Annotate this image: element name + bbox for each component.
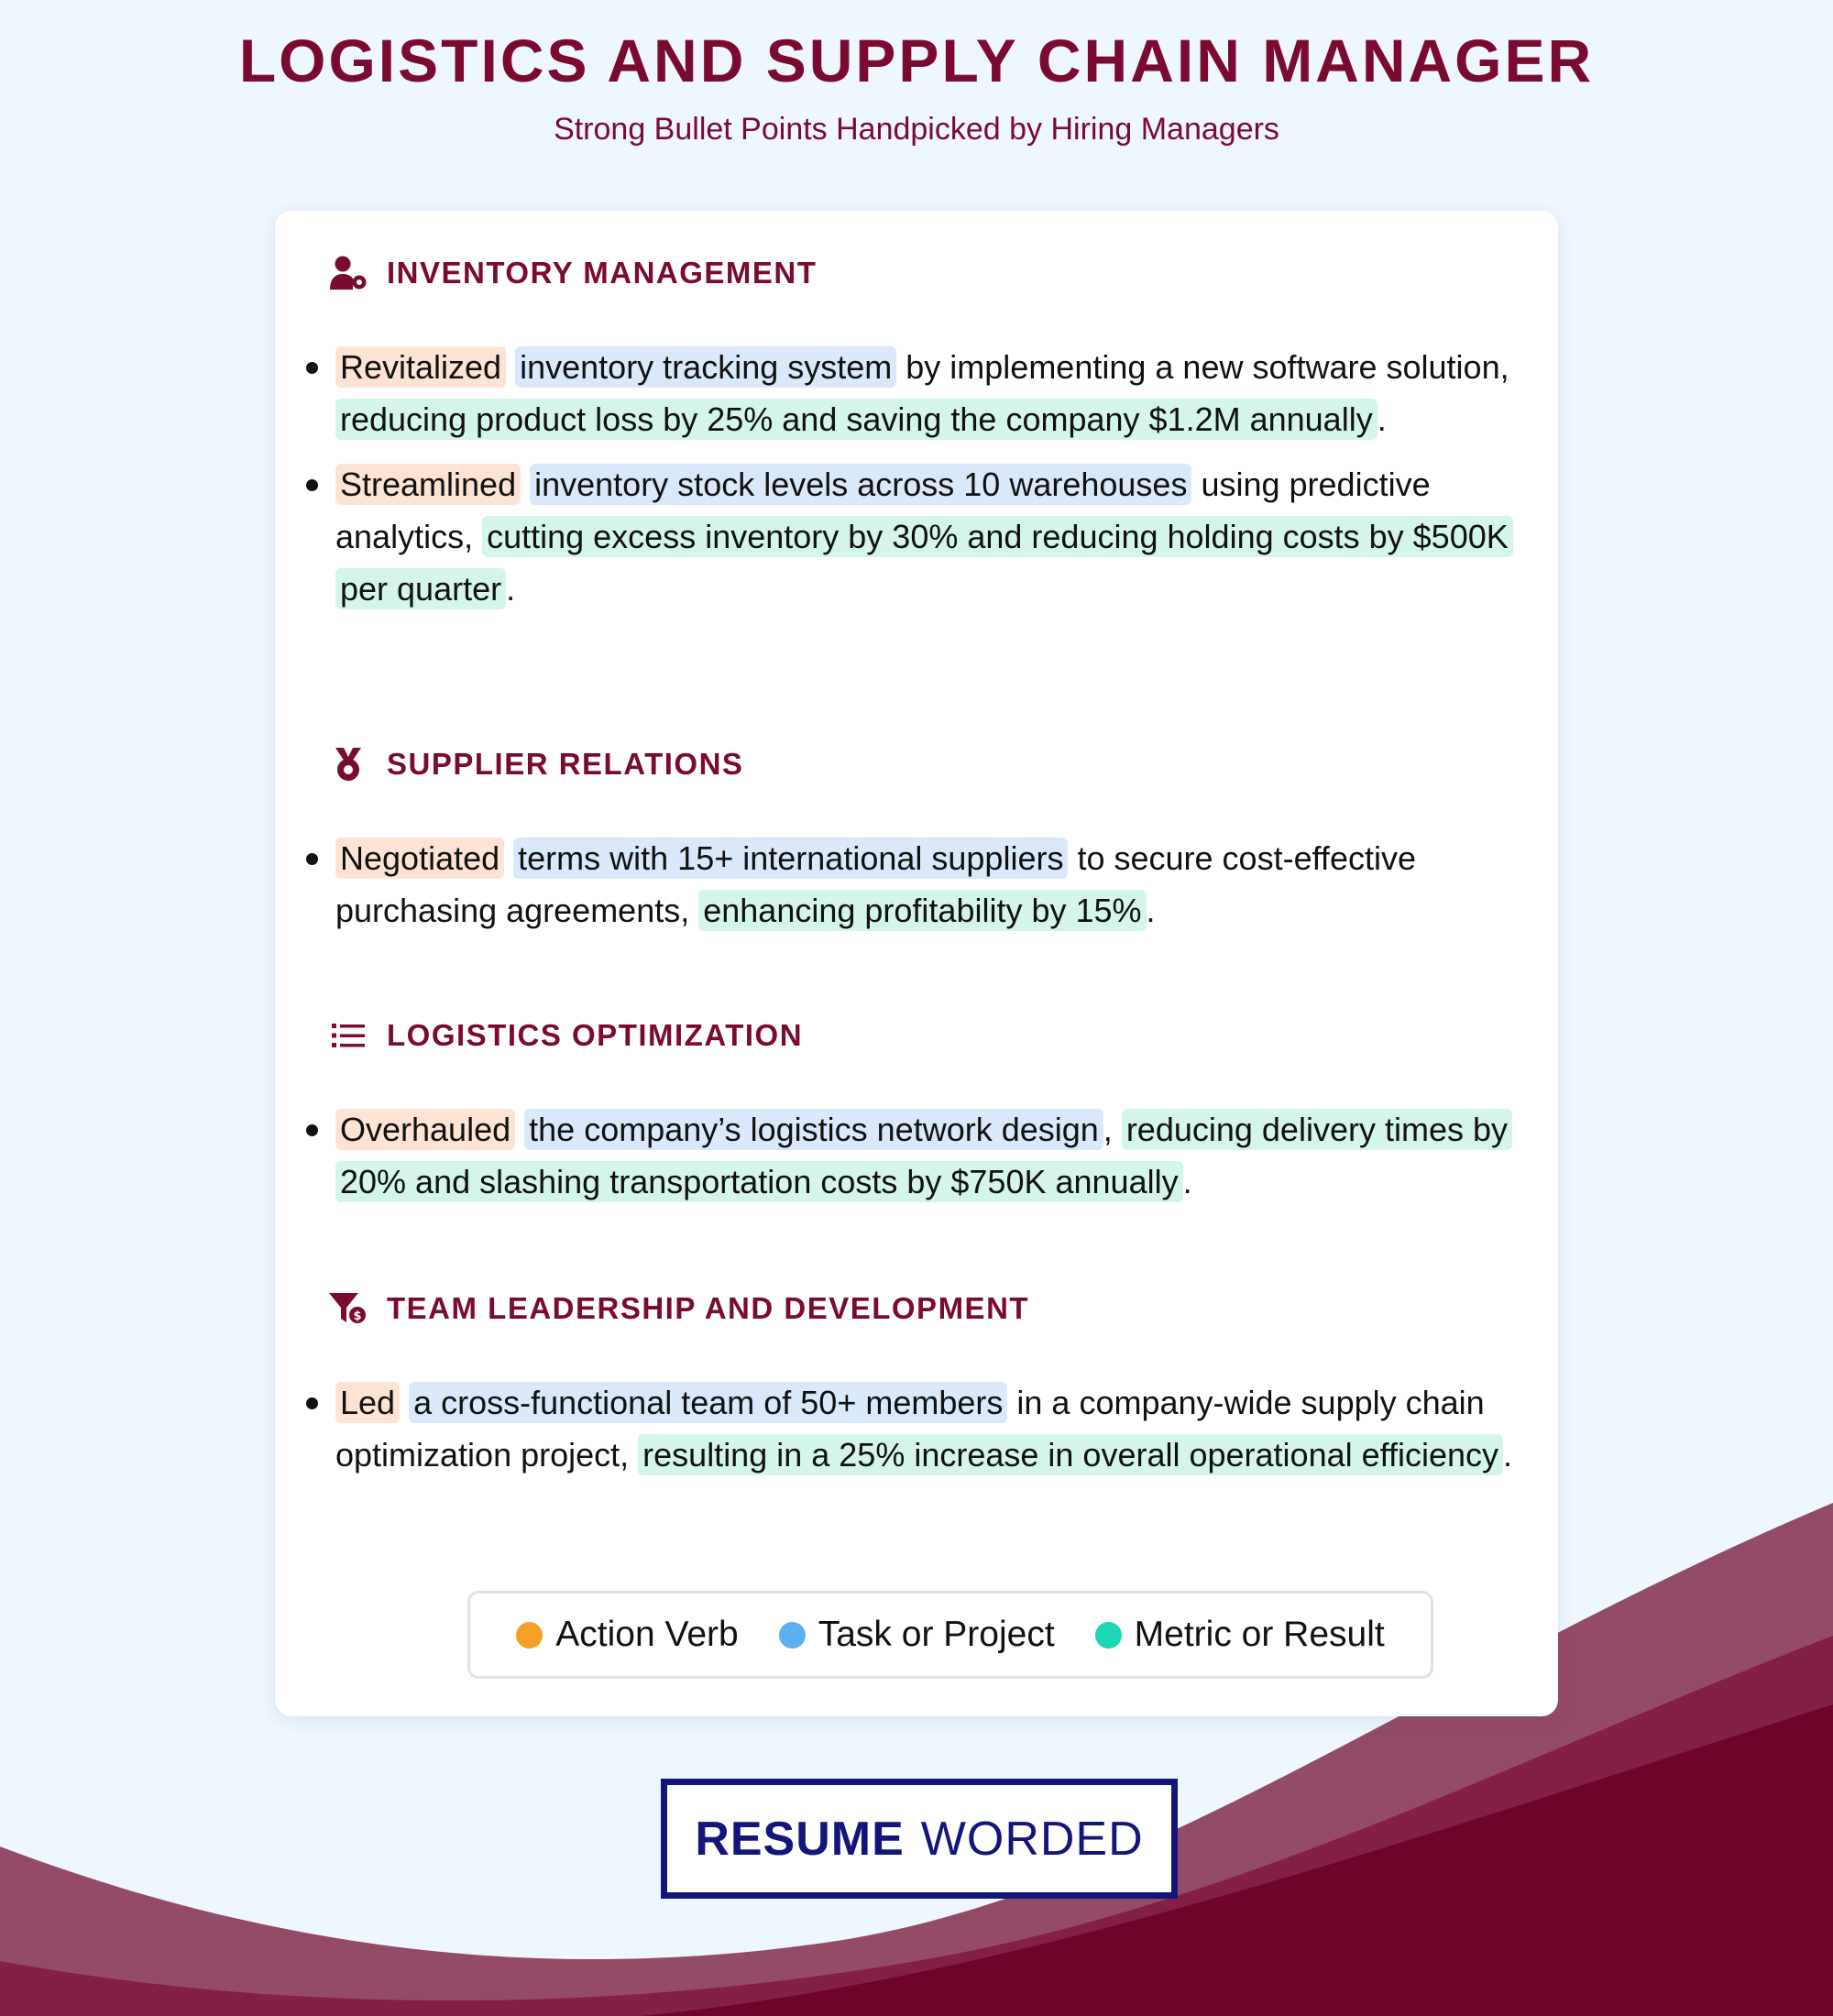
- bullet-item: [335, 1103, 1518, 1208]
- bullet-item: [335, 832, 1518, 937]
- bullet-item: [335, 341, 1518, 445]
- metric-phrase: cutting excess inventory by 30% and reducing holding costs by $500K per quarter: [335, 516, 1513, 609]
- task-phrase: inventory tracking system: [515, 346, 896, 388]
- legend-item-action-verb: [516, 1615, 738, 1655]
- blue-dot-icon: [779, 1622, 806, 1649]
- section-header: [328, 253, 817, 293]
- bullet-list: [335, 832, 1518, 949]
- logo-word-strong: RESUME: [695, 1812, 905, 1866]
- orange-dot-icon: [516, 1622, 543, 1649]
- page-title: LOGISTICS AND SUPPLY CHAIN MANAGER: [238, 27, 1595, 94]
- legend-item-task: [779, 1615, 1055, 1655]
- section-title: LOGISTICS OPTIMIZATION: [387, 1018, 804, 1052]
- bullet-text: to secure cost-effective purchasing agreements,: [335, 839, 1416, 929]
- legend-label: Metric or Result: [1134, 1615, 1385, 1654]
- task-phrase: the company’s logistics network design: [524, 1109, 1103, 1150]
- task-phrase: a cross-functional team of 50+ members: [409, 1382, 1007, 1423]
- section-header: [328, 1288, 1029, 1329]
- bullet-end: .: [1146, 892, 1156, 929]
- legend-item-metric: [1095, 1615, 1385, 1655]
- bullet-points-card: [275, 211, 1558, 1716]
- bullet-end: .: [1377, 400, 1387, 438]
- bullet-list: [335, 1103, 1518, 1221]
- bullet-text: ,: [1103, 1111, 1122, 1148]
- resume-worded-logo: [661, 1779, 1178, 1899]
- medal-icon: [328, 744, 368, 784]
- section-title: SUPPLIER RELATIONS: [387, 747, 744, 781]
- action-verb: Streamlined: [335, 464, 521, 505]
- task-phrase: inventory stock levels across 10 warehouses: [530, 464, 1191, 505]
- bullet-item: [335, 458, 1518, 615]
- action-verb: Revitalized: [335, 346, 506, 388]
- teal-dot-icon: [1095, 1622, 1122, 1649]
- list-icon: [328, 1015, 368, 1056]
- task-phrase: terms with 15+ international suppliers: [513, 838, 1068, 879]
- user-gear-icon: [328, 253, 368, 293]
- section-title: TEAM LEADERSHIP AND DEVELOPMENT: [387, 1291, 1030, 1325]
- bullet-end: .: [506, 570, 516, 608]
- metric-phrase: resulting in a 25% increase in overall operational efficiency: [638, 1434, 1503, 1475]
- bullet-text: using predictive analytics,: [335, 466, 1431, 555]
- section-header: [328, 744, 743, 784]
- section-title: INVENTORY MANAGEMENT: [387, 256, 818, 290]
- metric-phrase: enhancing profitability by 15%: [698, 890, 1146, 931]
- funnel-dollar-icon: [328, 1288, 368, 1329]
- metric-phrase: reducing delivery times by 20% and slashing transportation costs by $750K annually: [335, 1109, 1512, 1202]
- legend-label: Action Verb: [555, 1615, 739, 1654]
- bullet-text: by implementing a new software solution,: [896, 348, 1509, 386]
- logo-word-light: WORDED: [920, 1812, 1144, 1866]
- section-header: [328, 1015, 803, 1056]
- legend-label: Task or Project: [818, 1615, 1055, 1654]
- metric-phrase: reducing product loss by 25% and saving the company $1.2M annually: [335, 399, 1377, 440]
- svg-text:$: $: [353, 1309, 362, 1323]
- action-verb: Overhauled: [335, 1109, 515, 1150]
- action-verb: Negotiated: [335, 838, 504, 879]
- bullet-list: [335, 1376, 1518, 1494]
- bullet-end: .: [1182, 1163, 1192, 1200]
- action-verb: Led: [335, 1382, 400, 1423]
- bullet-item: [335, 1376, 1518, 1481]
- bullet-end: .: [1503, 1436, 1513, 1474]
- bullet-list: [335, 341, 1518, 628]
- highlight-legend: [467, 1591, 1433, 1679]
- page-subtitle: Strong Bullet Points Handpicked by Hiring Managers: [554, 112, 1279, 147]
- bullet-text: in a company-wide supply chain optimization project,: [335, 1384, 1485, 1474]
